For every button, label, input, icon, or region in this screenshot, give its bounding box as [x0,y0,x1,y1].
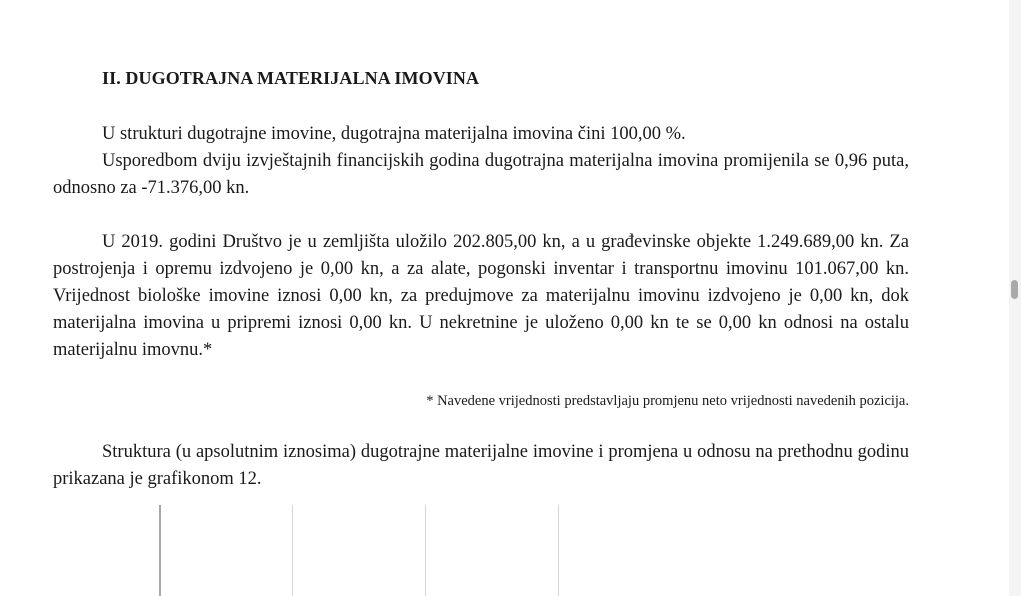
chart-gridline [425,505,426,596]
footnote: * Navedene vrijednosti predstavljaju promjenu neto vrijednosti navedenih pozicija. [426,393,909,409]
paragraph-year-comparison-text: Usporedbom dviju izvještajnih financijskih godina dugotrajna materijalna imovina promijenila se 0,96 puta, odnosno za -71.376,00 kn. [53,151,909,198]
chart-gridline [558,505,559,596]
paragraph-investments-text: U 2019. godini Društvo je u zemljišta uložilo 202.805,00 kn, a u građevinske objekte 1.249.689,00 kn. Za postrojenja i opremu izdvojeno je 0,00 kn, a za alate, pogonski inventar i transportnu imovinu 101.067,00 kn. Vrijednost biološke imovine iznosi 0,00 kn, za predujmove za materijalnu imovinu izdvojeno je 0,00 kn, dok materijalna imovina u pripremi iznosi 0,00 kn. U nekretnine je uloženo 0,00 kn te se 0,00 kn odnosi na ostalu materijalnu imovnu.* [53,232,909,360]
scrollbar-thumb[interactable] [1011,280,1018,299]
paragraph-structure-share [53,121,909,148]
paragraph-year-comparison [53,148,909,202]
chart-12-top [159,505,559,596]
chart-gridline [292,505,293,596]
paragraph-chart-reference [53,439,909,493]
paragraph-chart-reference-text: Struktura (u apsolutnim iznosima) dugotrajne materijalne imovine i promjena u odnosu na prethodnu godinu prikazana je grafikonom 12. [53,442,909,489]
vertical-scrollbar[interactable] [1009,0,1021,596]
paragraph-investments [53,229,909,364]
chart-axis-line [159,505,161,596]
section-heading: II. DUGOTRAJNA MATERIJALNA IMOVINA [102,68,480,88]
paragraph-structure-share-text: U strukturi dugotrajne imovine, dugotrajna materijalna imovina čini 100,00 %. [102,124,686,144]
